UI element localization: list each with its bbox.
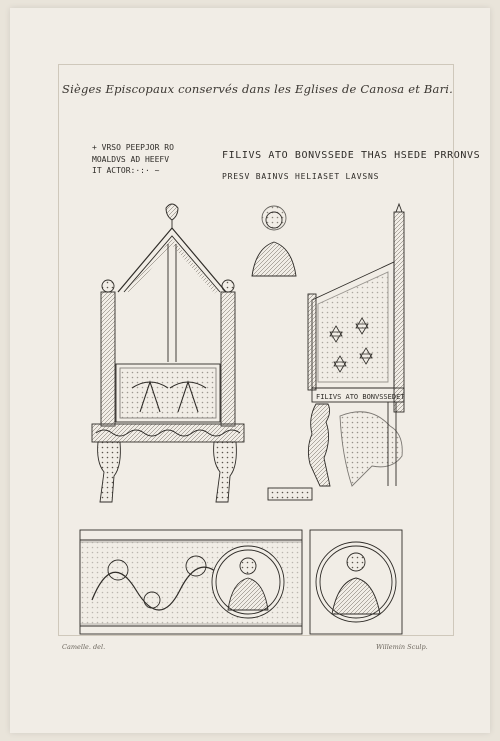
inscription-right-line-2: PRESV BAINVS HELIASET LAVSNS: [222, 172, 380, 181]
throne-canosa: [92, 204, 244, 502]
saint-bust: [252, 206, 296, 276]
inscription-left-line-1: + VRSO PEEPJOR RO: [92, 143, 174, 152]
throne-bari: [268, 204, 404, 500]
throne-inscription: FILIVS ATO BONVSSEDET: [316, 393, 405, 401]
inscription-left-line-3: IT ACTOR:·:· ~: [92, 166, 160, 175]
inscription-left-line-2: MOALDVS AD HEEFV: [92, 154, 170, 164]
credit-draughtsman: Camelle. del.: [62, 643, 106, 651]
plate-title: Sièges Episcopaux conservés dans les Eglises de Canosa et Bari.: [62, 82, 454, 96]
inscription-right-line-1: FILIVS ATO BONVSSEDE THAS HSEDE PRRONVS: [222, 150, 481, 161]
ornamental-frieze: [80, 530, 402, 634]
credit-engraver: Willemin Sculp.: [376, 643, 428, 651]
